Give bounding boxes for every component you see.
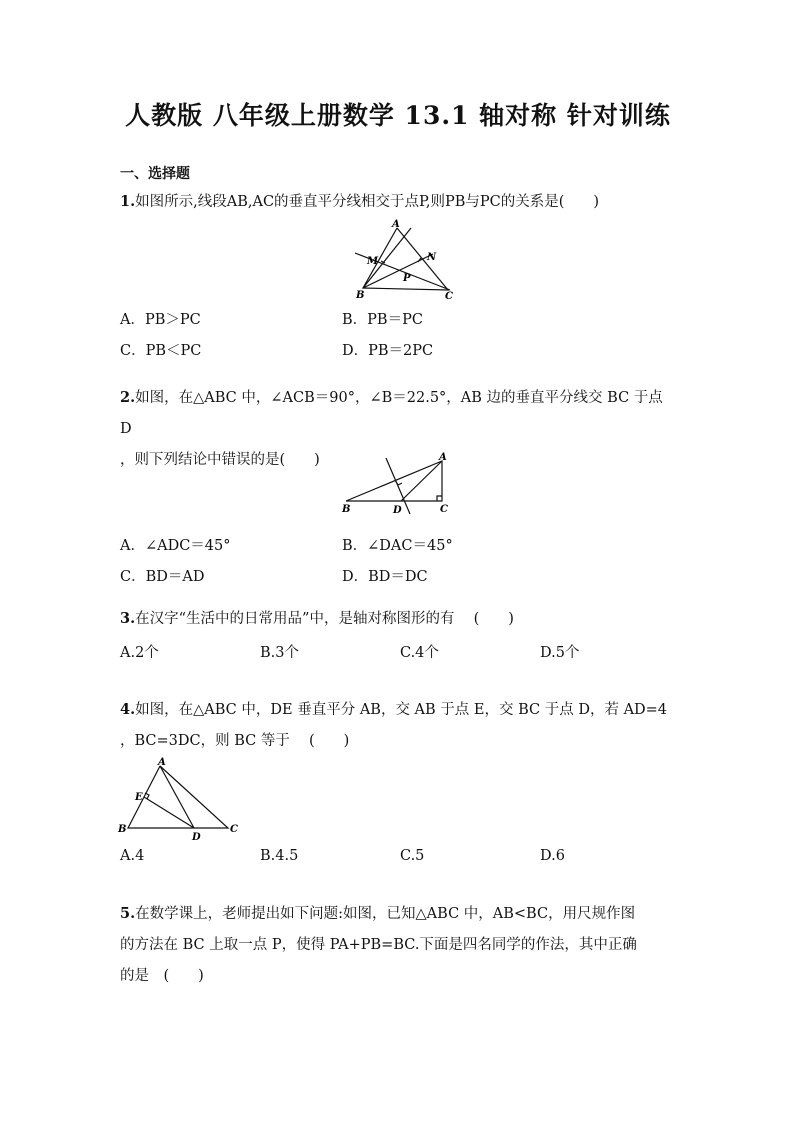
- figure-label-d: D: [393, 505, 402, 516]
- q3-option-c[interactable]: C.4个: [400, 645, 439, 661]
- section-heading: 一、选择题: [120, 166, 190, 182]
- question-text-line-3: 的是 ( ): [120, 968, 204, 984]
- figure-q2: [338, 450, 458, 520]
- question-text-line-1: 如图，在△ABC 中，∠ACB＝90°，∠B＝22.5°，AB 边的垂直平分线交 BC 于点 D: [120, 390, 663, 437]
- question-text-line-2: 的方法在 BC 上取一点 P，使得 PA+PB=BC.下面是四名同学的作法，其中正确: [120, 937, 637, 953]
- figure-label-a: A: [439, 452, 447, 463]
- q3-option-a[interactable]: A.2个: [120, 645, 159, 661]
- question-number: 5.: [120, 905, 136, 922]
- question-5: [120, 898, 676, 992]
- q4-option-c[interactable]: C.5: [400, 848, 425, 864]
- question-1: [120, 186, 676, 218]
- q3-option-b[interactable]: B.3个: [260, 645, 299, 661]
- figure-q4: [116, 756, 246, 844]
- q2-option-b[interactable]: B．∠DAC＝45°: [342, 538, 453, 554]
- q2-option-d[interactable]: D．BD＝DC: [342, 569, 428, 585]
- question-4: [120, 694, 676, 757]
- figure-label-a: A: [392, 219, 400, 230]
- question-text: 如图所示,线段AB,AC的垂直平分线相交于点P,则PB与PC的关系是( ): [135, 194, 600, 210]
- figure-label-p: P: [403, 273, 411, 284]
- q1-option-b[interactable]: B．PB＝PC: [342, 312, 423, 328]
- figure-label-b: B: [356, 290, 365, 301]
- figure-label-c: C: [440, 504, 448, 515]
- question-text-line-1: 如图，在△ABC 中，DE 垂直平分 AB，交 AB 于点 E，交 BC 于点 D，若 AD=4: [135, 702, 668, 718]
- q2-option-c[interactable]: C．BD＝AD: [120, 569, 205, 585]
- figure-label-a: A: [158, 757, 166, 768]
- question-3: [120, 603, 676, 635]
- question-number: 4.: [120, 701, 136, 718]
- document-title: 人教版 八年级上册数学 13.1 轴对称 针对训练: [125, 101, 671, 130]
- figure-label-b: B: [118, 824, 127, 835]
- q1-option-c[interactable]: C．PB＜PC: [120, 343, 202, 359]
- q1-option-d[interactable]: D．PB＝2PC: [342, 343, 434, 359]
- figure-label-m: M: [367, 256, 379, 267]
- q4-option-b[interactable]: B.4.5: [260, 848, 299, 864]
- figure-label-n: N: [427, 252, 437, 263]
- question-number: 1.: [120, 193, 136, 210]
- q1-option-a[interactable]: A．PB＞PC: [120, 312, 201, 328]
- question-number: 3.: [120, 610, 136, 627]
- question-text-line-1: 在数学课上，老师提出如下问题:如图，已知△ABC 中，AB<BC，用尺规作图: [135, 906, 636, 922]
- figure-label-c: C: [230, 824, 238, 835]
- figure-label-d: D: [192, 832, 201, 843]
- figure-q1: [355, 218, 460, 303]
- question-number: 2.: [120, 389, 136, 406]
- question-text-line-2: ，则下列结论中错误的是( ): [120, 452, 320, 468]
- figure-label-e: E: [135, 792, 143, 803]
- question-text-line-2: ，BC=3DC，则 BC 等于 ( ): [120, 733, 350, 749]
- q3-option-d[interactable]: D.5个: [540, 645, 580, 661]
- q2-option-a[interactable]: A．∠ADC＝45°: [120, 538, 231, 554]
- figure-label-b: B: [342, 504, 351, 515]
- q4-option-a[interactable]: A.4: [120, 848, 145, 864]
- figure-label-c: C: [445, 291, 453, 302]
- question-text: 在汉字“生活中的日常用品”中，是轴对称图形的有 ( ): [135, 611, 514, 627]
- q4-option-d[interactable]: D.6: [540, 848, 565, 864]
